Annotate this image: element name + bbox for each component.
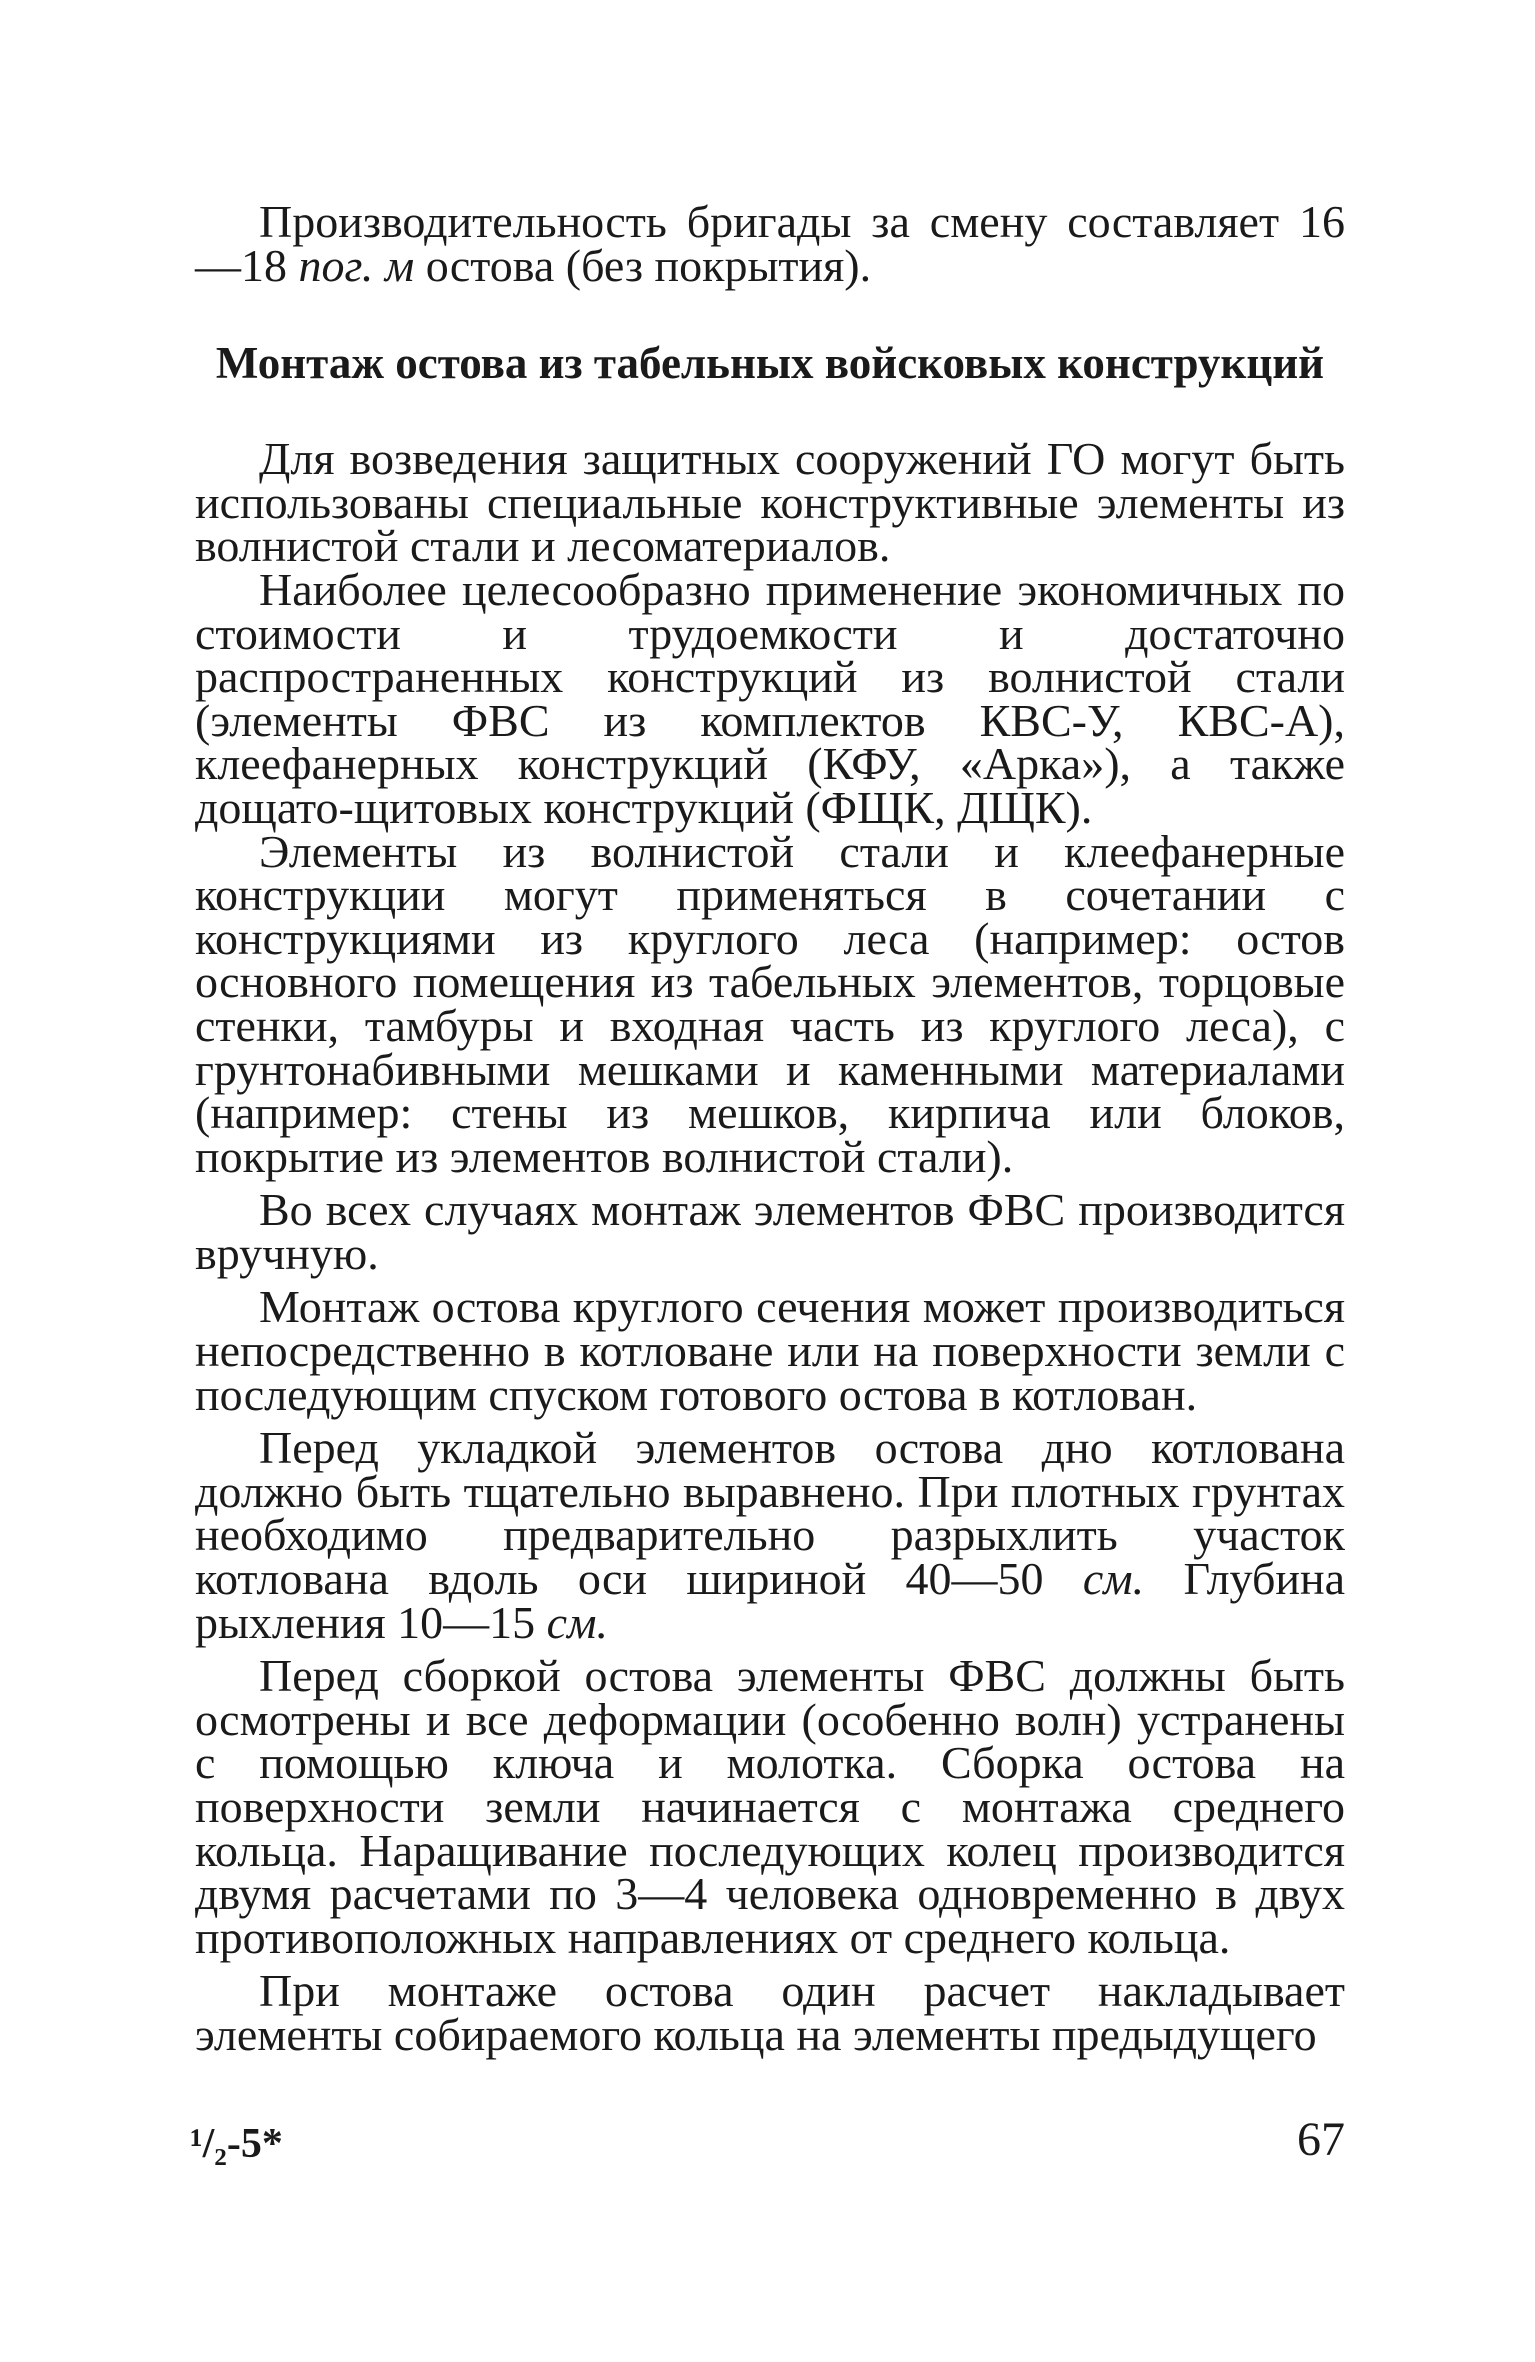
printer-signature-mark: ¹/₂-5* [190, 2121, 283, 2167]
paragraph-7: Перед сборкой остова элементы ФВС должны быть осмотрены и все деформации (особенно волн) устранены с помощью ключа и молотка. Сборка остова на поверхности земли начинается с монтажа среднего кольца. Наращивание последующих колец производится двумя расчетами по 3—4 человека одновременно в двух противоположных направлениях от среднего кольца. [195, 1650, 1345, 1963]
paragraph-4: Во всех случаях монтаж элементов ФВС производится вручную. [195, 1184, 1345, 1279]
paragraph-6-unit-1: см. [1082, 1553, 1145, 1605]
text-column [195, 196, 1345, 2060]
paragraph-8: При монтаже остова один расчет накладывает элементы собираемого кольца на элементы предыдущего [195, 1965, 1345, 2060]
intro-text-after: остова (без покрытия). [414, 239, 872, 291]
paragraph-2: Наиболее целесообразно применение экономичных по стоимости и трудоемкости и достаточно распространенных конструкций из волнистой стали (элементы ФВС из комплектов КВС-У, КВС-А), клеефанерных конструкций (КФУ, «Арка»), а также дощато-щитовых конструкций (ФЩК, ДЩК). [195, 563, 1345, 833]
intro-text-before: Производительность бригады за смену составляет 16—18 [195, 196, 1345, 291]
intro-paragraph [195, 196, 1345, 291]
paragraph-6-text-middle: Глубина рыхления 10—15 [195, 1553, 1345, 1648]
section-heading: Монтаж остова из табельных войсковых конструкций [215, 338, 1325, 389]
paragraph-6 [195, 1422, 1345, 1648]
paragraph-1: Для возведения защитных сооружений ГО могут быть использованы специальные конструктивные элементы из волнистой стали и лесоматериалов. [195, 433, 1345, 572]
page-number: 67 [1297, 2113, 1345, 2166]
paragraph-6-unit-2: см. [546, 1596, 608, 1648]
intro-unit: пог. м [298, 239, 415, 291]
paragraph-5: Монтаж остова круглого сечения может производиться непосредственно в котловане или на поверхности земли с последующим спуском готового остова в котлован. [195, 1281, 1345, 1420]
paragraph-6-text-before: Перед укладкой элементов остова дно котлована должно быть тщательно выравнено. При плотных грунтах необходимо предварительно разрыхлить участок котлована вдоль оси шириной 40—50 [195, 1422, 1345, 1605]
paragraph-3: Элементы из волнистой стали и клеефанерные конструкции могут применяться в сочетании с конструкциями из круглого леса (например: остов основного помещения из табельных элементов, торцовые стенки, тамбуры и входная часть из круглого леса), с грунтонабивными мешками и каменными материалами (например: стены из мешков, кирпича или блоков, покрытие из элементов волнистой стали). [195, 825, 1345, 1182]
